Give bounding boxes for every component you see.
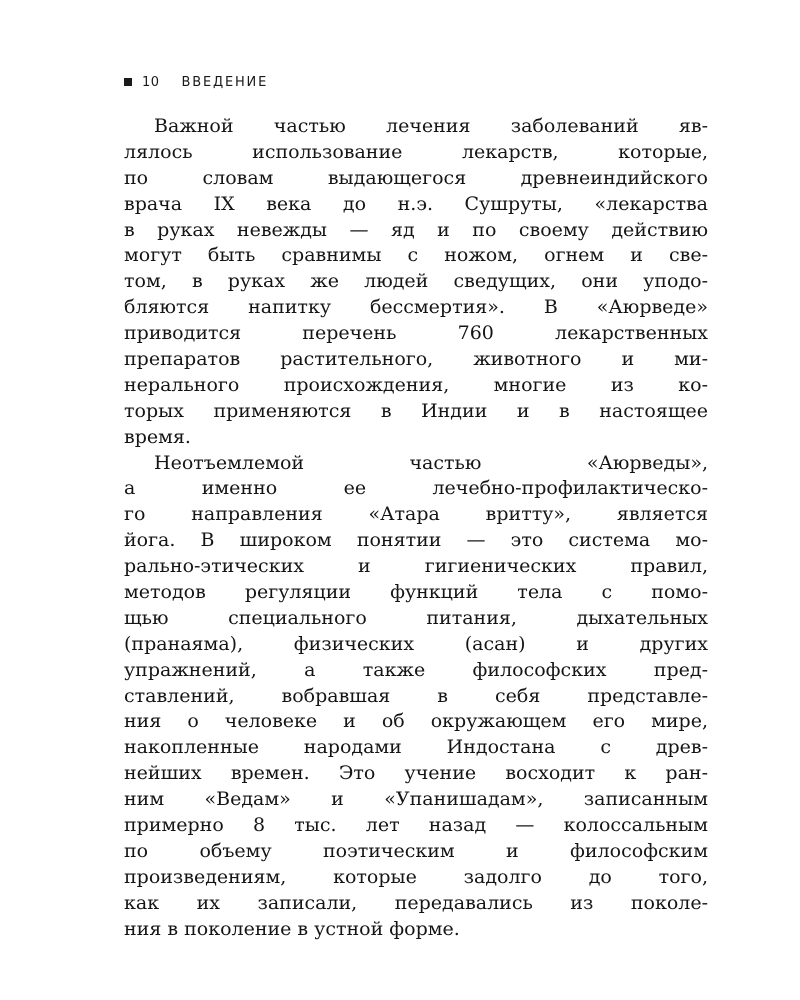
text-line: щью специального питания, дыхательных [124,606,708,629]
text-line: нейших времен. Это учение восходит к ран- [124,762,708,785]
text-line: в руках невежды — яд и по своему действию [124,218,708,241]
text-line: примерно 8 тыс. лет назад — колоссальным [124,814,708,837]
body-text [124,114,708,943]
text-line: ния о человеке и об окружающем его мире, [124,710,708,733]
text-line: врача IX века до н.э. Сушруты, «лекарства [124,192,708,215]
text-line: по объему поэтическим и философским [124,839,708,862]
text-line: том, в руках же людей сведущих, они уподо- [124,270,708,293]
text-line: произведениям, которые задолго до того, [124,865,708,888]
text-line: приводится перечень 760 лекарственных [124,322,708,345]
text-line: бляются напитку бессмертия». В «Аюрведе» [124,296,708,319]
text-line: накопленные народами Индостана с древ- [124,736,708,759]
text-line: (пранаяма), физических (асан) и других [124,632,708,655]
header-square-marker [124,78,132,86]
text-line: ставлений, вобравшая в себя представле- [124,684,708,707]
text-line: по словам выдающегося древнеиндийского [124,166,708,189]
text-line: время. [124,425,191,448]
text-line: нерального происхождения, многие из ко- [124,373,708,396]
text-line: ним «Ведам» и «Упанишадам», записанным [124,788,708,811]
chapter-title: ВВЕДЕНИЕ [181,74,269,90]
text-line: методов регуляции функций тела с помо- [124,581,708,604]
paragraph-2 [124,451,708,943]
text-line: Важной частью лечения заболеваний яв- [154,115,708,137]
paragraph-1 [124,114,708,451]
text-line: ния в поколение в устной форме. [124,917,460,940]
text-line: рально-этических и гигиенических правил, [124,555,708,578]
text-line: лялось использование лекарств, которые, [124,140,708,163]
text-line: Неотъемлемой частью «Аюрведы», [154,451,708,474]
text-line: могут быть сравнимы с ножом, огнем и све- [124,244,708,267]
text-line: как их записали, передавались из поколе- [124,891,708,914]
text-line: препаратов растительного, животного и ми- [124,348,708,371]
text-line: а именно ее лечебно-профилактическо- [124,477,708,500]
text-line: йога. В широком понятии — это система мо- [124,529,708,552]
text-line: го направления «Атара вритту», является [124,503,708,526]
text-line: упражнений, а также философских пред- [124,658,708,681]
text-line: торых применяются в Индии и в настоящее [124,399,708,422]
running-header [124,72,268,92]
page-number: 10 [142,74,160,90]
